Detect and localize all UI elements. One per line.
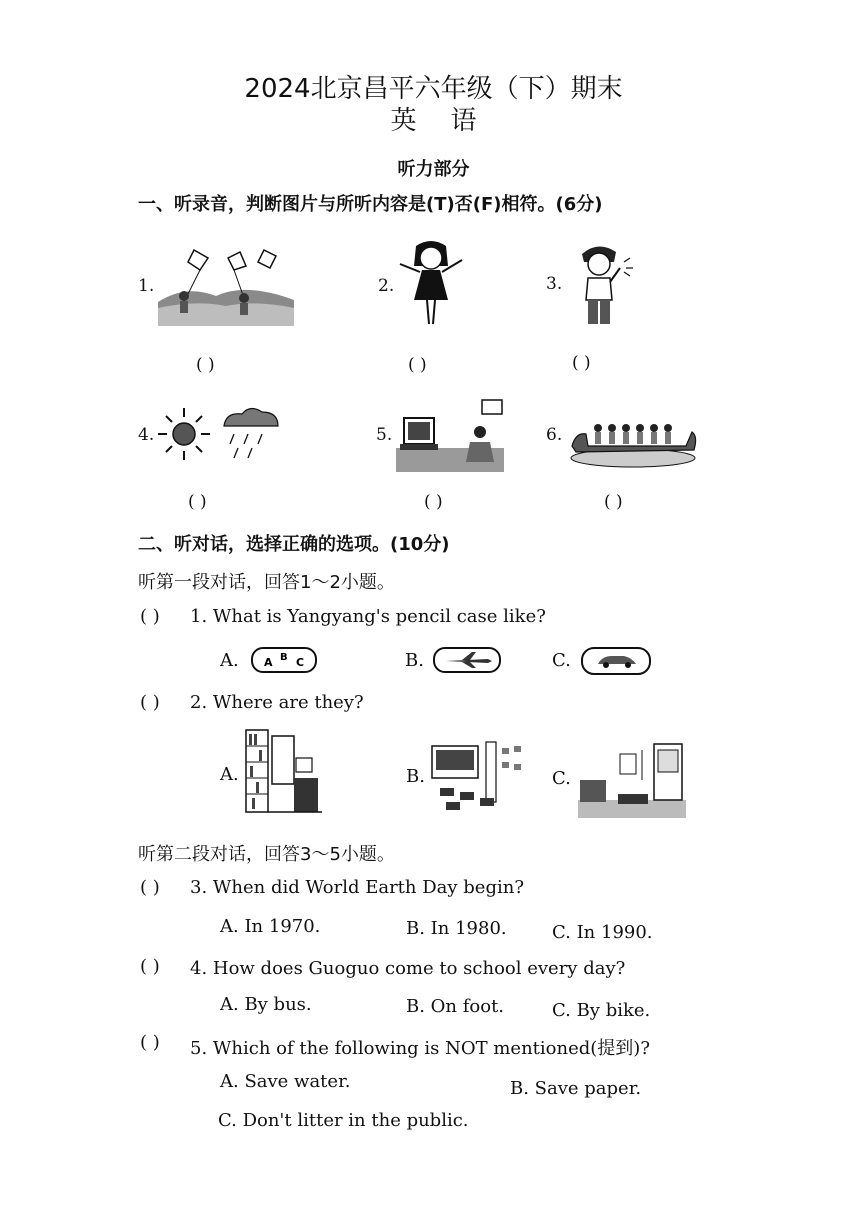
plane-pencil-case-icon: [432, 646, 502, 674]
part1-heading: 一、听录音，判断图片与所听内容是(T)否(F)相符。(6分): [138, 194, 603, 215]
option-label[interactable]: C.: [552, 768, 571, 789]
option-b[interactable]: B. On foot.: [406, 996, 505, 1017]
abc-pencil-case-icon: [250, 646, 318, 674]
option-label[interactable]: B.: [406, 766, 425, 787]
answer-bracket[interactable]: ( ): [140, 877, 160, 898]
option-label[interactable]: B.: [405, 650, 424, 671]
item-number: 6.: [546, 425, 563, 445]
question-text: 3. When did World Earth Day begin?: [190, 877, 524, 898]
option-c[interactable]: C. Don't litter in the public.: [218, 1110, 469, 1131]
answer-bracket[interactable]: ( ): [140, 606, 160, 627]
item-number: 1.: [138, 276, 155, 296]
answer-bracket[interactable]: ( ): [140, 1032, 160, 1053]
item-number: 4.: [138, 425, 155, 445]
option-a[interactable]: A. In 1970.: [220, 916, 321, 937]
section-title: 听力部分: [397, 159, 470, 180]
option-c[interactable]: C. By bike.: [552, 1000, 651, 1021]
dragon-boat-icon: [566, 406, 700, 470]
answer-bracket[interactable]: ( ): [424, 492, 443, 512]
svg-text:C: C: [296, 656, 305, 669]
question-text: 4. How does Guoguo come to school every day?: [190, 958, 626, 979]
answer-bracket[interactable]: ( ): [196, 355, 215, 375]
option-c[interactable]: C. In 1990.: [552, 922, 653, 943]
option-b[interactable]: B. Save paper.: [510, 1078, 642, 1099]
answer-bracket[interactable]: ( ): [140, 692, 160, 713]
option-label[interactable]: A.: [220, 650, 239, 671]
option-a[interactable]: A. By bus.: [220, 994, 312, 1015]
svg-text:B: B: [280, 652, 288, 663]
answer-bracket[interactable]: ( ): [604, 492, 623, 512]
option-b[interactable]: B. In 1980.: [406, 918, 507, 939]
answer-bracket[interactable]: ( ): [188, 492, 207, 512]
dialogue1-instruction: 听第一段对话，回答1～2小题。: [138, 572, 395, 593]
library-room-icon: [244, 728, 324, 814]
item-number: 3.: [546, 274, 563, 294]
dialogue2-instruction: 听第二段对话，回答3～5小题。: [138, 844, 395, 865]
page-title: 2024北京昌平六年级（下）期末: [244, 74, 623, 104]
living-room-icon: [576, 740, 688, 820]
question-text: 2. Where are they?: [190, 692, 364, 713]
subject-title: 英语: [390, 106, 511, 136]
girl-dancing-icon: [396, 238, 466, 330]
item-number: 5.: [376, 425, 393, 445]
option-label[interactable]: A.: [220, 764, 239, 785]
part2-heading: 二、听对话，选择正确的选项。(10分): [138, 534, 450, 555]
answer-bracket[interactable]: ( ): [140, 956, 160, 977]
kids-flying-kites-icon: [156, 244, 296, 328]
item-number: 2.: [378, 276, 395, 296]
classroom-room-icon: [430, 740, 528, 814]
question-text: 5. Which of the following is NOT mentioned(提到)?: [190, 1038, 650, 1059]
sun-and-rain-cloud-icon: [152, 404, 282, 466]
boy-sneezing-icon: [572, 242, 644, 330]
svg-text:A: A: [264, 656, 273, 669]
option-a[interactable]: A. Save water.: [220, 1071, 351, 1092]
option-label[interactable]: C.: [552, 650, 571, 671]
woman-watching-tv-icon: [396, 396, 504, 472]
answer-bracket[interactable]: ( ): [572, 353, 591, 373]
question-text: 1. What is Yangyang's pencil case like?: [190, 606, 546, 627]
car-pencil-case-icon: [580, 646, 652, 676]
answer-bracket[interactable]: ( ): [408, 355, 427, 375]
